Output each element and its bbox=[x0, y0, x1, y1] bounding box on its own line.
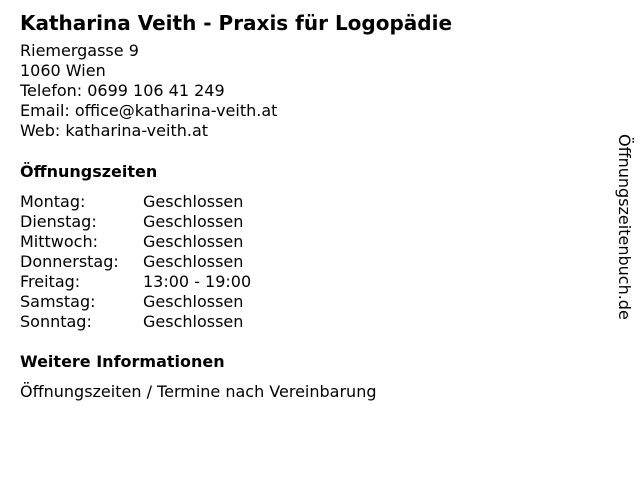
opening-hours-section bbox=[20, 162, 600, 332]
day-label: Freitag: bbox=[20, 272, 81, 291]
hours-value: Geschlossen bbox=[143, 312, 244, 331]
hours-row-thursday bbox=[20, 252, 251, 272]
hours-value: Geschlossen bbox=[143, 212, 244, 231]
page-title: Katharina Veith - Praxis für Logopädie bbox=[20, 11, 453, 35]
web-line: Web: katharina-veith.at bbox=[20, 121, 209, 140]
hours-value: Geschlossen bbox=[143, 292, 244, 311]
address-block bbox=[20, 41, 600, 141]
email-line: Email: office@katharina-veith.at bbox=[20, 101, 278, 120]
city-line: 1060 Wien bbox=[20, 61, 106, 80]
listing-card bbox=[20, 10, 600, 402]
opening-hours-table bbox=[20, 192, 251, 332]
day-label: Samstag: bbox=[20, 292, 96, 311]
day-label: Donnerstag: bbox=[20, 252, 119, 271]
more-info-section bbox=[20, 352, 600, 402]
hours-value: Geschlossen bbox=[143, 192, 244, 211]
hours-row-monday bbox=[20, 192, 251, 212]
brand-watermark: Öffnungszeitenbuch.de bbox=[615, 134, 634, 320]
hours-value: Geschlossen bbox=[143, 252, 244, 271]
phone-line: Telefon: 0699 106 41 249 bbox=[20, 81, 225, 100]
hours-row-sunday bbox=[20, 312, 251, 332]
day-label: Mittwoch: bbox=[20, 232, 98, 251]
hours-row-tuesday bbox=[20, 212, 251, 232]
hours-row-saturday bbox=[20, 292, 251, 312]
hours-row-friday bbox=[20, 272, 251, 292]
more-info-text: Öffnungszeiten / Termine nach Vereinbarung bbox=[20, 382, 377, 401]
opening-hours-heading: Öffnungszeiten bbox=[20, 162, 158, 181]
hours-value: 13:00 - 19:00 bbox=[143, 272, 252, 291]
hours-value: Geschlossen bbox=[143, 232, 244, 251]
day-label: Sonntag: bbox=[20, 312, 92, 331]
more-info-heading: Weitere Informationen bbox=[20, 352, 225, 371]
day-label: Montag: bbox=[20, 192, 86, 211]
day-label: Dienstag: bbox=[20, 212, 97, 231]
hours-row-wednesday bbox=[20, 232, 251, 252]
street-line: Riemergasse 9 bbox=[20, 41, 139, 60]
